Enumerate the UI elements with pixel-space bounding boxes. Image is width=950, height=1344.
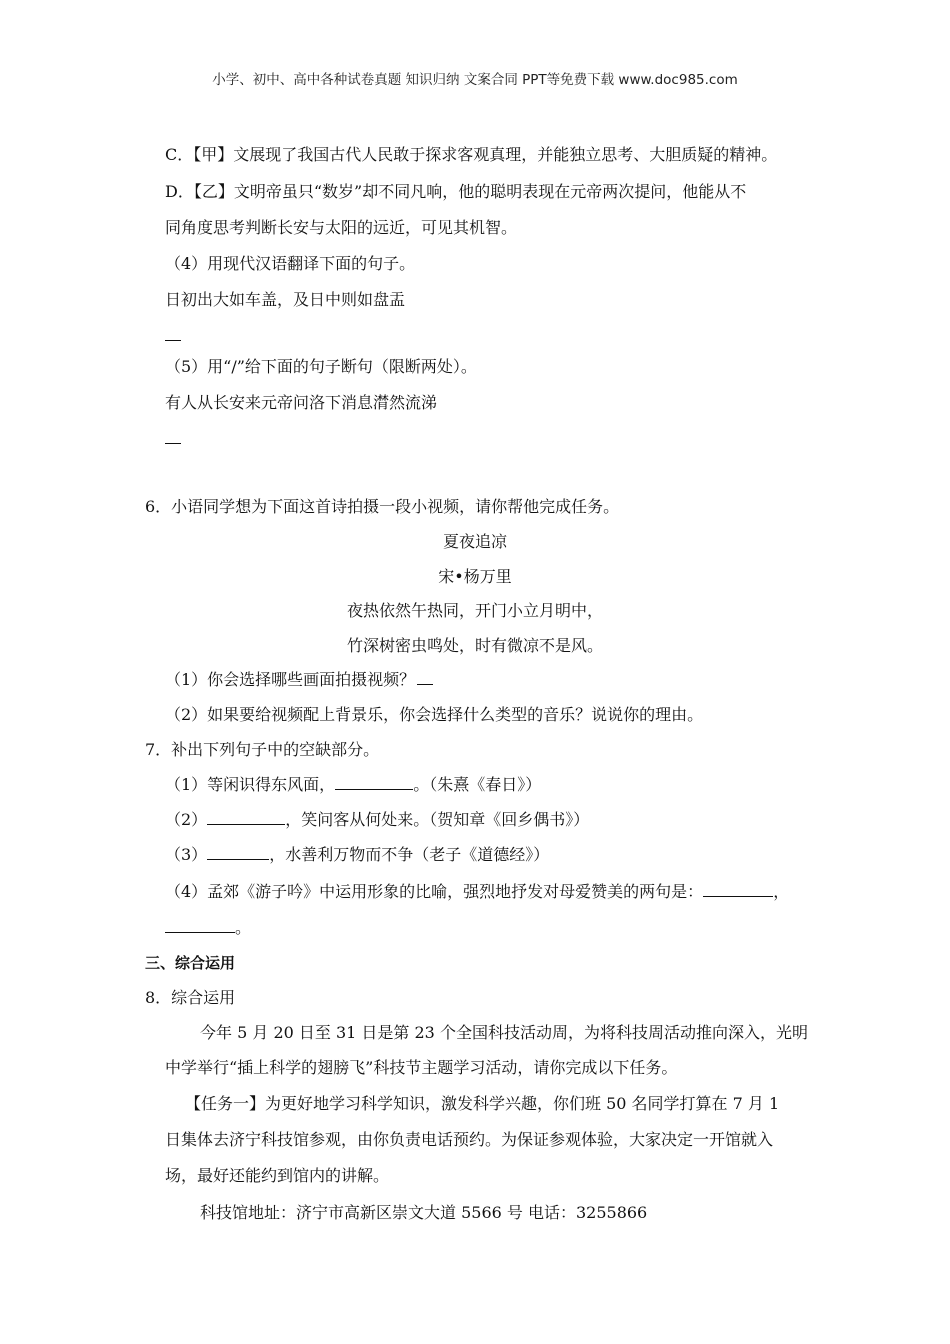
q5-subq4-sentence: 日初出大如车盖，及日中则如盘盂 (165, 290, 406, 309)
q7-subq2-text-b: ，笑问客从何处来。（贺知章《回乡偶书》） (285, 810, 590, 829)
q7-intro: 7．补出下列句子中的空缺部分。 (145, 740, 380, 759)
q5-option-c: C．【甲】文展现了我国古代人民敢于探求客观真理，并能独立思考、大胆质疑的精神。 (165, 145, 778, 164)
q7-subq1-text-a: （1）等闲识得东风面， (165, 775, 336, 794)
q7-subq2 (165, 810, 589, 830)
q8-para2-line3: 场，最好还能约到馆内的讲解。 (165, 1166, 390, 1185)
q8-para2-line2: 日集体去济宁科技馆参观，由你负责电话预约。为保证参观体验，大家决定一开馆就入 (165, 1130, 774, 1149)
q8-para1-line2: 中学举行“插上科学的翅膀飞”科技节主题学习活动，请你完成以下任务。 (165, 1058, 678, 1077)
q7-subq3-blank (207, 845, 269, 860)
section-3-heading: 三、综合运用 (145, 954, 236, 972)
q7-subq1 (165, 775, 541, 795)
q7-subq4-line1 (165, 882, 789, 902)
q6-subq2: （2）如果要给视频配上背景乐，你会选择什么类型的音乐？说说你的理由。 (165, 705, 704, 724)
q5-option-d-line1: D．【乙】文明帝虽只“数岁”却不同凡响，他的聪明表现在元帝两次提问，他能从不 (165, 182, 747, 201)
poem-title: 夏夜追凉 (442, 532, 507, 551)
poem-author: 宋•杨万里 (438, 567, 512, 586)
q7-subq2-blank (207, 810, 285, 825)
q7-subq4-text-a: （4）孟郊《游子吟》中运用形象的比喻，强烈地抒发对母爱赞美的两句是： (165, 882, 704, 901)
q7-subq4-blank-1 (703, 882, 773, 897)
q5-subq5-label: （5）用“/”给下面的句子断句（限断两处）。 (165, 357, 477, 376)
q7-subq3 (165, 845, 549, 865)
q6-subq1-text: （1）你会选择哪些画面拍摄视频？ (165, 670, 416, 689)
q7-subq1-blank (335, 775, 413, 790)
q5-subq4-label: （4）用现代汉语翻译下面的句子。 (165, 254, 416, 273)
q5-subq5-answer-blank (165, 443, 181, 444)
q6-subq1-blank (417, 670, 433, 685)
q8-para2-line1: 【任务一】为更好地学习科学知识，激发科学兴趣，你们班 50 名同学打算在 7 月 1 (185, 1094, 780, 1113)
q7-subq1-text-b: 。（朱熹《春日》） (413, 775, 542, 794)
page-header: 小学、初中、高中各种试卷真题 知识归纳 文案合同 PPT等免费下载 www.doc985.com (212, 72, 738, 88)
q7-subq3-text-b: ，水善利万物而不争（老子《道德经》） (269, 845, 550, 864)
q5-subq4-answer-blank (165, 340, 181, 341)
q7-subq4-text-b: ， (773, 882, 790, 901)
q7-subq4-blank-2 (165, 918, 235, 933)
q8-para1-line1: 今年 5 月 20 日至 31 日是第 23 个全国科技活动周，为将科技周活动推向深入，光明 (200, 1023, 808, 1042)
q7-subq3-text-a: （3） (165, 845, 208, 864)
q7-subq2-text-a: （2） (165, 810, 208, 829)
q7-subq4-text-c: 。 (235, 918, 252, 937)
poem-line-2: 竹深树密虫鸣处，时有微凉不是风。 (346, 636, 603, 655)
poem-line-1: 夜热依然午热同，开门小立月明中， (346, 601, 603, 620)
q8-title: 8．综合运用 (145, 988, 236, 1007)
q7-subq4-line2 (165, 918, 251, 938)
q6-subq1 (165, 670, 433, 690)
q6-intro: 6．小语同学想为下面这首诗拍摄一段小视频，请你帮他完成任务。 (145, 497, 620, 516)
museum-address-phone: 科技馆地址：济宁市高新区崇文大道 5566 号 电话：3255866 (200, 1203, 648, 1222)
q5-option-d-line2: 同角度思考判断长安与太阳的远近，可见其机智。 (165, 218, 518, 237)
q5-subq5-sentence: 有人从长安来元帝问洛下消息潸然流涕 (165, 393, 438, 412)
